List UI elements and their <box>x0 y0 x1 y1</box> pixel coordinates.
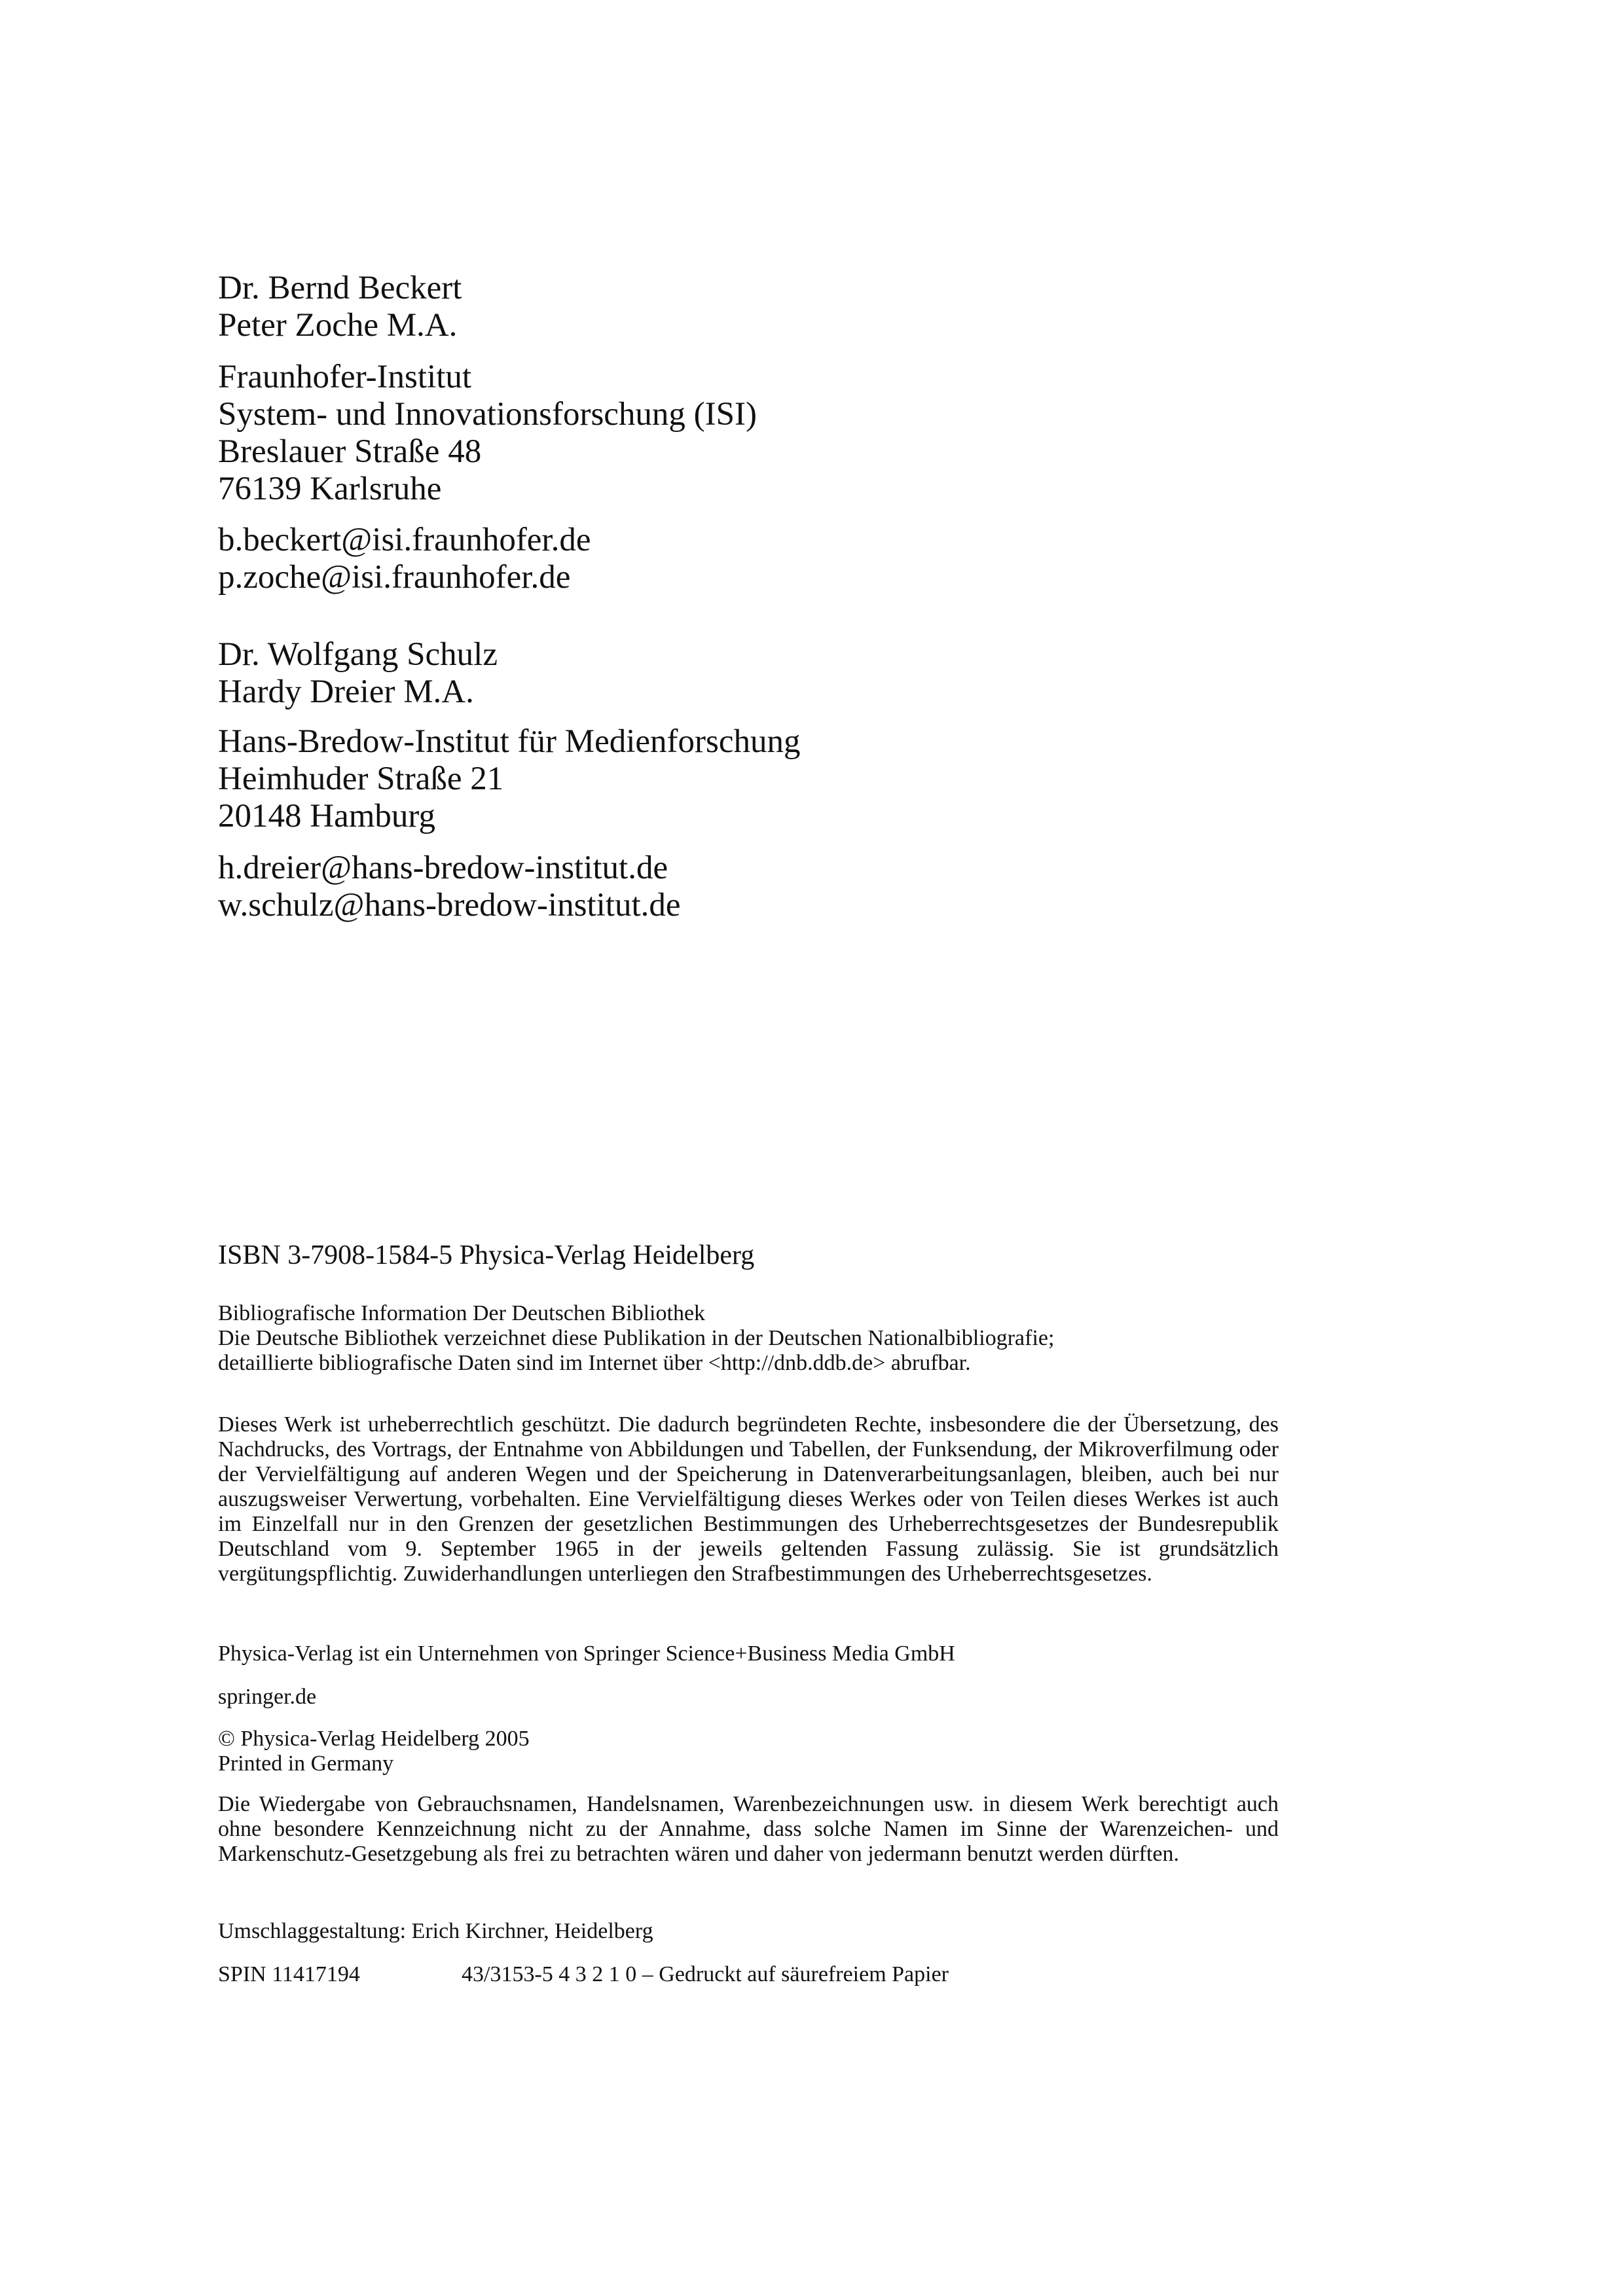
institution-dept: System- und Innovationsforschung (ISI) <box>218 396 757 433</box>
email-address: h.dreier@hans-bredow-institut.de <box>218 850 668 886</box>
author-names-1 <box>218 270 462 344</box>
author-emails-2 <box>218 850 681 924</box>
author-emails-1 <box>218 522 591 596</box>
city-address: 76139 Karlsruhe <box>218 471 442 507</box>
trademark-notice: Die Wiedergabe von Gebrauchsnamen, Handelsnamen, Warenbezeichnungen usw. in diesem Werk berechtigt auch ohne besondere Kennzeichnung nicht zu der Annahme, dass solche Namen im Sinne der Warenzeichen- und Markenschutz-Gesetzgebung als frei zu betrachten wären und daher von jedermann benutzt werden dürften. <box>218 1792 1279 1866</box>
city-address: 20148 Hamburg <box>218 798 435 834</box>
author-name: Dr. Wolfgang Schulz <box>218 636 498 673</box>
cover-design-credit: Umschlaggestaltung: Erich Kirchner, Heidelberg <box>218 1919 653 1943</box>
spin-number: SPIN 11417194 <box>218 1962 360 1986</box>
author-names-2 <box>218 636 498 711</box>
bibliographic-info <box>218 1301 1054 1376</box>
street-address: Breslauer Straße 48 <box>218 433 482 470</box>
copyright-notice: Dieses Werk ist urheberrechtlich geschützt. Die dadurch begründeten Rechte, insbesondere die der Übersetzung, des Nachdrucks, des Vortrags, der Entnahme von Abbildungen und Tabellen, der Funksendung, der Mikroverfilmung oder der Vervielfältigung auf anderen Wegen und der Speicherung in Datenverarbeitungsanlagen, bleiben, auch bei nur auszugsweiser Verwertung, vorbehalten. Eine Vervielfältigung dieses Werkes oder von Teilen dieses Werkes ist auch im Einzelfall nur in den Grenzen der gesetzlichen Bestimmungen des Urheberrechtsgesetzes der Bundesrepublik Deutschland vom 9. September 1965 in der jeweils geltenden Fassung zulässig. Sie ist grundsätzlich vergütungspflichtig. Zuwiderhandlungen unterliegen den Strafbestimmungen des Urheberrechtsgesetzes. <box>218 1412 1279 1586</box>
copyright-line: © Physica-Verlag Heidelberg 2005 <box>218 1727 530 1751</box>
biblio-heading: Bibliografische Information Der Deutschen Bibliothek <box>218 1301 706 1325</box>
street-address: Heimhuder Straße 21 <box>218 761 504 797</box>
institution-address-1 <box>218 359 757 508</box>
biblio-line: detaillierte bibliografische Daten sind im Internet über <http://dnb.ddb.de> abrufbar. <box>218 1351 971 1375</box>
email-address: b.beckert@isi.fraunhofer.de <box>218 522 591 558</box>
institution-name: Hans-Bredow-Institut für Medienforschung <box>218 723 801 760</box>
isbn-line: ISBN 3-7908-1584-5 Physica-Verlag Heidelberg <box>218 1240 755 1270</box>
institution-name: Fraunhofer-Institut <box>218 359 472 395</box>
biblio-line: Die Deutsche Bibliothek verzeichnet diese Publikation in der Deutschen Nationalbibliografie; <box>218 1326 1055 1350</box>
printed-in: Printed in Germany <box>218 1751 394 1776</box>
website: springer.de <box>218 1685 317 1709</box>
email-address: w.schulz@hans-bredow-institut.de <box>218 887 681 924</box>
publisher-line: Physica-Verlag ist ein Unternehmen von Springer Science+Business Media GmbH <box>218 1641 955 1666</box>
institution-address-2 <box>218 723 800 835</box>
author-name: Peter Zoche M.A. <box>218 307 458 344</box>
author-name: Dr. Bernd Beckert <box>218 270 462 306</box>
print-code: 43/3153-5 4 3 2 1 0 – Gedruckt auf säurefreiem Papier <box>462 1962 949 1986</box>
author-name: Hardy Dreier M.A. <box>218 673 474 710</box>
email-address: p.zoche@isi.fraunhofer.de <box>218 559 571 596</box>
copyright-block <box>218 1727 530 1776</box>
spin-line <box>218 1962 949 1987</box>
